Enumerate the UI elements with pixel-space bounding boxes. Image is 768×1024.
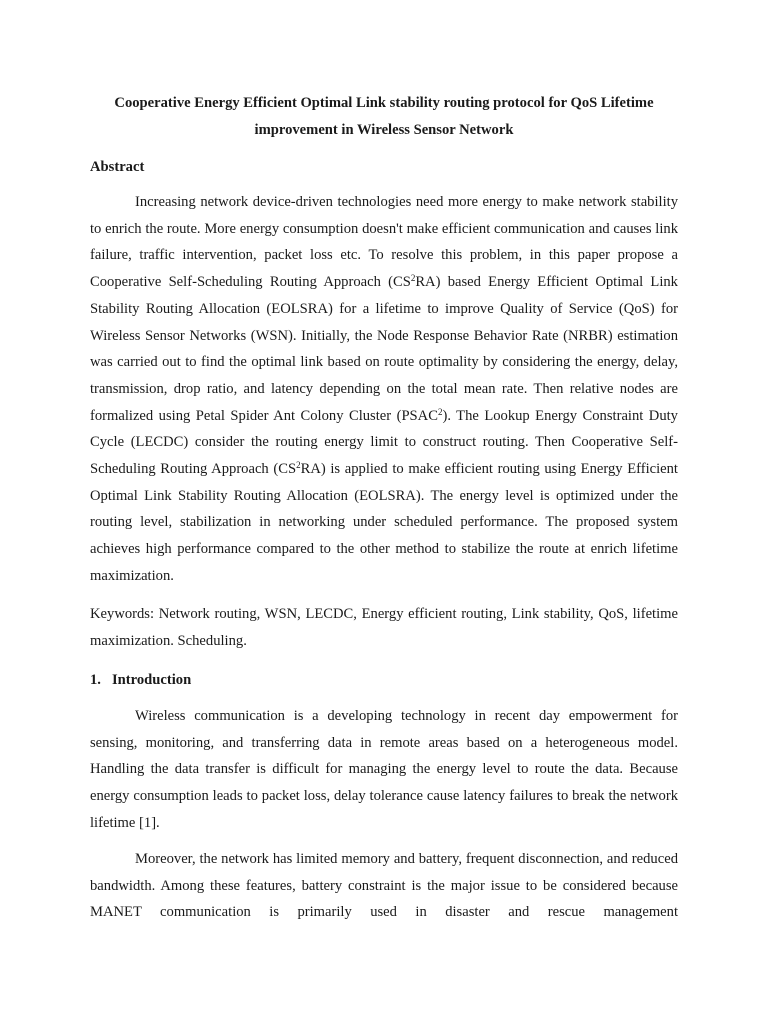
section-number: 1. [90, 672, 101, 688]
abstract-paragraph [90, 189, 678, 590]
superscript: 2 [437, 406, 443, 417]
intro-paragraph-1: Wireless communication is a developing technology in recent day empowerment for sensing, monitoring, and transferring data in remote areas based on a heterogeneous model. Handling the data transfer is difficult for managing the energy level to route the data. Because energy consumption leads to packet loss, delay tolerance cause latency failures to break the network lifetime [1]. [90, 708, 678, 831]
section-title: Introduction [112, 672, 192, 688]
abstract-text-1: Increasing network device-driven technologies need more energy to make network stability to enrich the route. More energy consumption doesn't make efficient communication and causes link failure, traffic intervention, packet loss etc. To resolve this problem, in this paper propose a Cooperative Self-Scheduling Routing Approach (CS [90, 194, 678, 291]
abstract-text-3: ). The Lookup Energy Constraint Duty Cycle (LECDC) consider the routing energy limit to construct routing. Then Cooperative Self-Scheduling Routing Approach (CS [90, 407, 678, 478]
introduction-heading [90, 670, 191, 690]
abstract-text-2: RA) based Energy Efficient Optimal Link Stability Routing Allocation (EOLSRA) for a lifetime to improve Quality of Service (QoS) for Wireless Sensor Networks (WSN). Initially, the Node Response Behavior Rate (NRBR) estimation was carried out to find the optimal link based on route optimality by considering the energy, delay, transmission, drop ratio, and latency depending on the total mean rate. Then relative nodes are formalized using Petal Spider Ant Colony Cluster (PSAC [90, 274, 678, 424]
superscript: 2 [410, 273, 416, 284]
keywords-paragraph: Keywords: Network routing, WSN, LECDC, Energy efficient routing, Link stability, QoS, lifetime maximization. Scheduling. [90, 606, 678, 649]
abstract-heading: Abstract [90, 159, 145, 175]
superscript: 2 [296, 460, 301, 471]
intro-paragraph-2: Moreover, the network has limited memory and battery, frequent disconnection, and reduced bandwidth. Among these features, battery constraint is the major issue to be considered because MANET communication is primarily used in disaster and rescue management [90, 851, 678, 921]
abstract-text-4: RA) is applied to make efficient routing using Energy Efficient Optimal Link Stability Routing Allocation (EOLSRA). The energy level is optimized under the routing level, stabilization in networking under scheduled performance. The proposed system achieves high performance compared to the other method to stabilize the route at enrich lifetime maximization. [90, 461, 678, 584]
paper-title: Cooperative Energy Efficient Optimal Link stability routing protocol for QoS Lifetime improvement in Wireless Sensor Network [114, 95, 654, 138]
